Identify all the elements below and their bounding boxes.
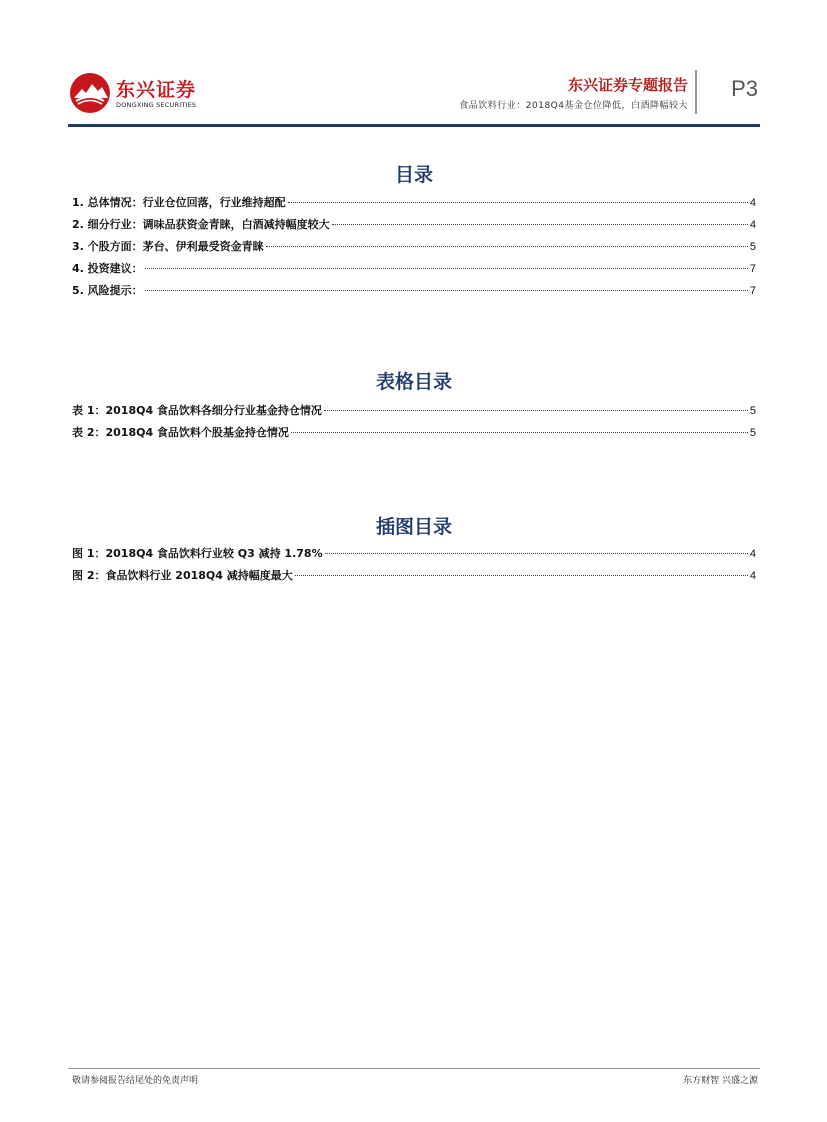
toc-entry-label: 4. 投资建议： (72, 262, 143, 275)
footer-disclaimer-note: 敬请参阅报告结尾处的免责声明 (72, 1076, 199, 1086)
toc-entry-label: 5. 风险提示： (72, 284, 143, 297)
contents-list (72, 194, 756, 304)
tables-list-title: 表格目录 (375, 371, 452, 393)
toc-leader (291, 432, 748, 433)
toc-entry[interactable] (72, 260, 756, 282)
footer-rule (68, 1068, 760, 1069)
figures-list (72, 545, 756, 589)
figures-list-title: 插图目录 (375, 516, 452, 538)
logo-chinese-name: 东兴证券 (116, 79, 197, 101)
toc-leader (288, 202, 748, 203)
toc-entry-page: 4 (749, 197, 756, 209)
report-title: 东兴证券专题报告 (567, 76, 688, 94)
toc-entry-label: 2. 细分行业：调味品获资金青睐，白酒减持幅度较大 (72, 218, 330, 231)
toc-leader (266, 246, 748, 247)
toc-entry-page: 7 (749, 263, 756, 275)
toc-entry-page: 4 (749, 548, 756, 560)
toc-entry-label: 表 1：2018Q4 食品饮料各细分行业基金持仓情况 (72, 404, 322, 417)
toc-entry-page: 4 (749, 219, 756, 231)
toc-entry-label: 图 1：2018Q4 食品饮料行业较 Q3 减持 1.78% (72, 547, 323, 560)
toc-leader (145, 268, 748, 269)
toc-entry[interactable] (72, 194, 756, 216)
toc-entry-page: 5 (749, 241, 756, 253)
toc-leader (145, 290, 748, 291)
page-number: P3 (731, 76, 758, 101)
header-rule (68, 124, 760, 127)
toc-entry-label: 表 2：2018Q4 食品饮料个股基金持仓情况 (72, 426, 289, 439)
header-divider (695, 70, 697, 114)
toc-entry-page: 7 (749, 285, 756, 297)
toc-leader (295, 575, 748, 576)
toc-entry-page: 4 (749, 570, 756, 582)
toc-entry[interactable] (72, 216, 756, 238)
tables-list (72, 402, 756, 446)
contents-title: 目录 (394, 164, 433, 186)
toc-leader (324, 410, 748, 411)
toc-entry[interactable] (72, 282, 756, 304)
toc-entry-label: 1. 总体情况：行业仓位回落，行业维持超配 (72, 196, 286, 209)
toc-entry[interactable] (72, 402, 756, 424)
toc-entry-page: 5 (749, 405, 756, 417)
footer-slogan: 东方财智 兴盛之源 (683, 1076, 758, 1086)
dongxing-logo-icon (68, 71, 112, 115)
toc-entry[interactable] (72, 424, 756, 446)
report-subtitle: 食品饮料行业：2018Q4基金仓位降低，白酒降幅较大 (459, 101, 688, 111)
toc-entry-label: 图 2：食品饮料行业 2018Q4 减持幅度最大 (72, 569, 293, 582)
logo-english-name: DONGXING SECURITIES (116, 101, 197, 109)
toc-entry[interactable] (72, 238, 756, 260)
toc-leader (332, 224, 748, 225)
toc-entry-page: 5 (749, 427, 756, 439)
toc-leader (325, 553, 748, 554)
toc-entry[interactable] (72, 567, 756, 589)
company-logo (68, 71, 208, 115)
page-header (68, 66, 760, 126)
toc-entry-label: 3. 个股方面：茅台、伊利最受资金青睐 (72, 240, 264, 253)
toc-entry[interactable] (72, 545, 756, 567)
